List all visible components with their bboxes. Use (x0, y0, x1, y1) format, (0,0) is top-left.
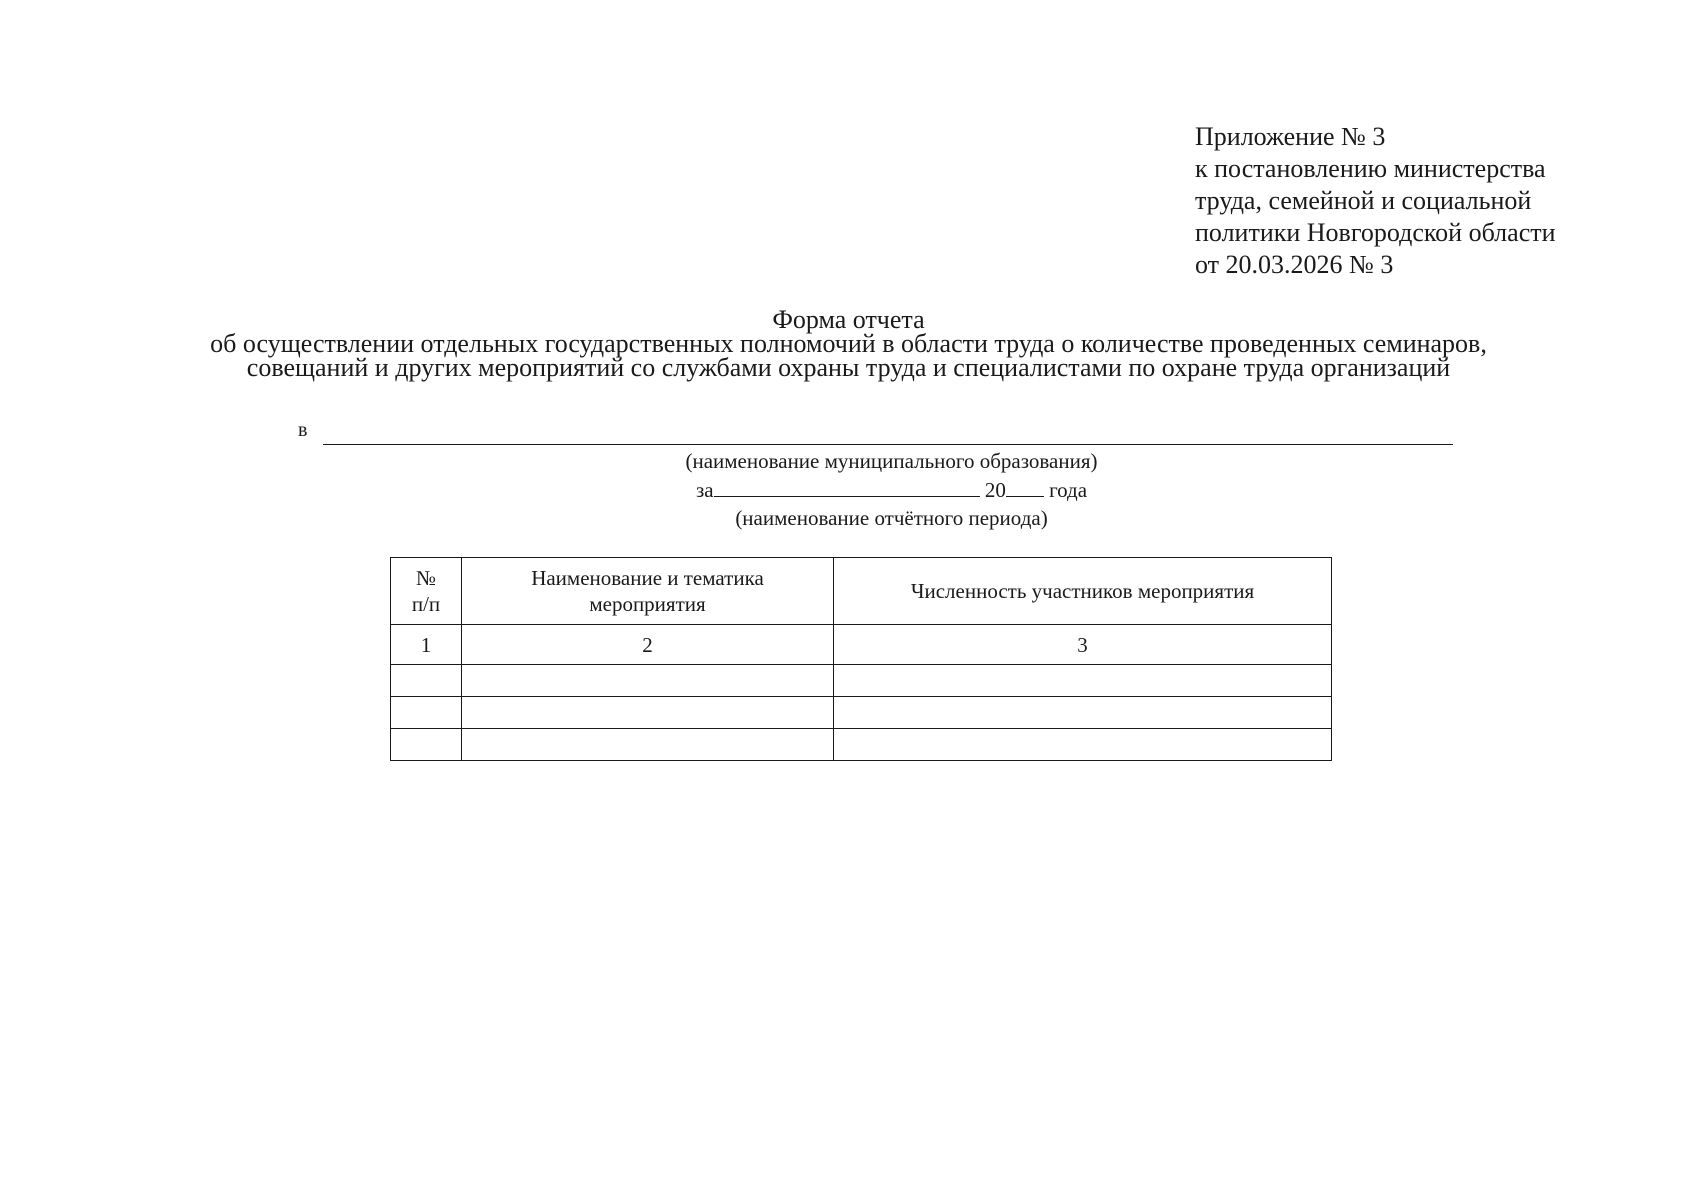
period-prefix: за (695, 478, 714, 502)
header-event-name (462, 558, 834, 625)
table-cell[interactable] (834, 729, 1332, 761)
report-title (0, 305, 1697, 382)
table-row (391, 697, 1332, 729)
year-prefix: 20 (984, 478, 1006, 502)
appendix-line-3: труда, семейной и социальной (1195, 186, 1532, 215)
appendix-block (1195, 121, 1556, 281)
table-cell[interactable] (391, 729, 462, 761)
municipality-fill-line[interactable] (323, 444, 1453, 445)
period-fill-line[interactable] (714, 478, 980, 497)
appendix-line-1: Приложение № 3 (1195, 122, 1386, 151)
municipality-caption: (наименование муниципального образования) (685, 449, 1098, 473)
table-cell[interactable] (462, 729, 834, 761)
table-header-row (391, 558, 1332, 625)
column-number-3: 3 (834, 625, 1332, 665)
header-event-name-label: Наименование и тематика мероприятия (531, 566, 764, 616)
table-row (391, 665, 1332, 697)
column-number-1: 1 (391, 625, 462, 665)
title-line-3: совещаний и других мероприятий со службами охраны труда и специалистами по охране труда организаций (246, 353, 1451, 382)
report-table (390, 557, 1332, 761)
table-cell[interactable] (834, 665, 1332, 697)
table-cell[interactable] (391, 697, 462, 729)
municipality-prefix: в (298, 419, 308, 441)
table-cell[interactable] (834, 697, 1332, 729)
year-fill-line[interactable] (1006, 478, 1044, 497)
period-row (43, 478, 1697, 502)
header-number-label: № п/п (411, 566, 441, 616)
appendix-line-2: к постановлению министерства (1195, 154, 1546, 183)
header-number (391, 558, 462, 625)
table-cell[interactable] (391, 665, 462, 697)
table-cell[interactable] (462, 665, 834, 697)
header-participants-label: Численность участников мероприятия (910, 579, 1255, 603)
header-participants (834, 558, 1332, 625)
column-number-row (391, 625, 1332, 665)
year-suffix: года (1049, 478, 1088, 502)
table-row (391, 729, 1332, 761)
appendix-line-5: от 20.03.2026 № 3 (1195, 250, 1394, 279)
period-caption: (наименование отчётного периода) (735, 506, 1048, 530)
title-line-1: Форма отчета (772, 305, 925, 334)
appendix-line-4: политики Новгородской области (1195, 218, 1556, 247)
title-line-2: об осуществлении отдельных государственных полномочий в области труда о количестве проведенных семинаров, (210, 329, 1487, 358)
table-cell[interactable] (462, 697, 834, 729)
column-number-2: 2 (462, 625, 834, 665)
